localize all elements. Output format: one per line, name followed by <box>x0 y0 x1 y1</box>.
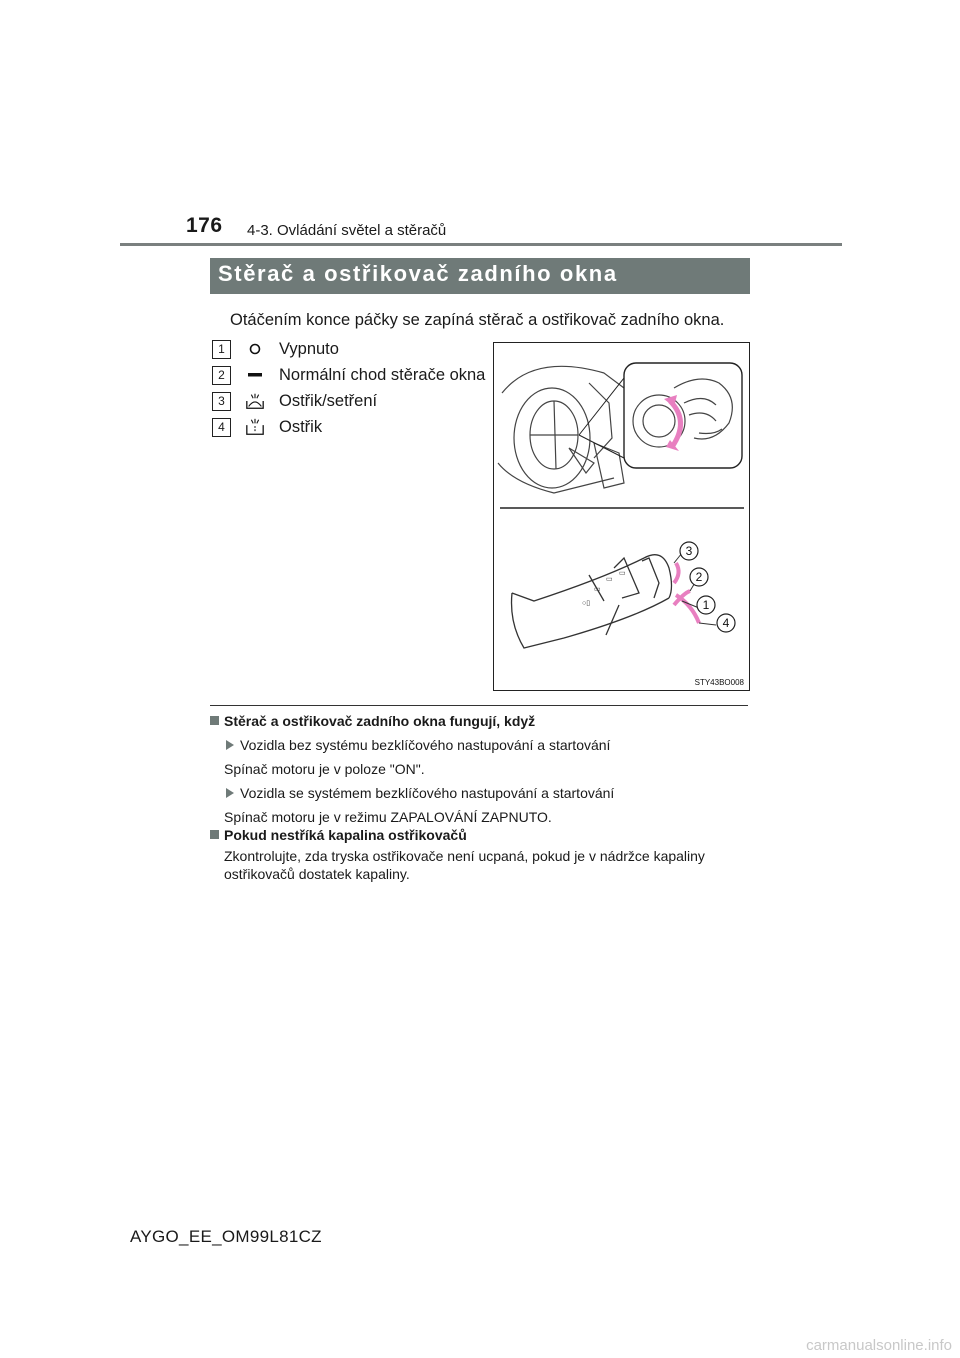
title-bar <box>210 258 750 294</box>
section-title: 4-3. Ovládání světel a stěračů <box>247 222 447 239</box>
triangle-bullet-icon <box>226 740 234 750</box>
position-label: Ostřik <box>279 418 323 436</box>
callout-label: 1 <box>702 598 710 612</box>
note-bullet: Vozidla se systémem bezklíčového nastupování a startování <box>210 784 750 802</box>
svg-text:○▯: ○▯ <box>582 600 591 607</box>
note-text: Zkontrolujte, zda tryska ostřikovače není ucpaná, pokud je v nádržce kapaliny ostřikovačů dostatek kapaliny. <box>224 848 705 882</box>
note-text: Spínač motoru je v režimu ZAPALOVÁNÍ ZAPNUTO. <box>224 809 552 825</box>
zoom-inset <box>624 363 742 468</box>
dash-icon <box>245 366 265 384</box>
position-number: 3 <box>212 392 231 411</box>
rear-washer-icon <box>245 418 265 436</box>
wiper-lever-figure <box>493 342 750 691</box>
note-bullet: Vozidla bez systému bezklíčového nastupování a startování <box>210 736 750 754</box>
note-section-operation <box>210 712 750 826</box>
svg-text:▭: ▭ <box>606 576 613 583</box>
header-rule <box>120 243 842 246</box>
square-bullet-icon <box>210 716 219 725</box>
figure-code: STY43BO008 <box>694 678 744 687</box>
watermark: carmanualsonline.info <box>806 1337 952 1354</box>
position-number: 2 <box>212 366 231 385</box>
notes-divider <box>210 705 748 706</box>
callout-label: 2 <box>695 570 703 584</box>
note-heading: Stěrač a ostřikovač zadního okna fungují, když <box>210 712 750 730</box>
triangle-bullet-icon <box>226 788 234 798</box>
rear-washer-wipe-icon <box>245 392 265 410</box>
page-number: 176 <box>186 214 223 237</box>
steering-wheel-illustration <box>498 366 644 493</box>
callout-label: 4 <box>722 616 730 630</box>
intro-text: Otáčením konce páčky se zapíná stěrač a ostřikovač zadního okna. <box>230 311 725 329</box>
off-circle-icon <box>245 340 265 358</box>
position-number: 1 <box>212 340 231 359</box>
footer-code: AYGO_EE_OM99L81CZ <box>130 1227 322 1246</box>
note-text: Spínač motoru je v poloze "ON". <box>224 761 425 777</box>
position-label: Vypnuto <box>279 340 339 358</box>
zoom-lines <box>579 378 624 458</box>
position-label: Normální chod stěrače okna <box>279 366 486 384</box>
svg-text:▭: ▭ <box>594 586 601 593</box>
page-title: Stěrač a ostřikovač zadního okna <box>218 261 618 286</box>
lever-illustration <box>512 555 672 648</box>
callout-label: 3 <box>685 544 693 558</box>
svg-text:▭: ▭ <box>619 570 626 577</box>
position-number: 4 <box>212 418 231 437</box>
position-label: Ostřik/setření <box>279 392 378 410</box>
square-bullet-icon <box>210 830 219 839</box>
note-heading: Pokud nestříká kapalina ostřikovačů <box>210 826 750 844</box>
note-section-no-fluid <box>210 826 750 883</box>
